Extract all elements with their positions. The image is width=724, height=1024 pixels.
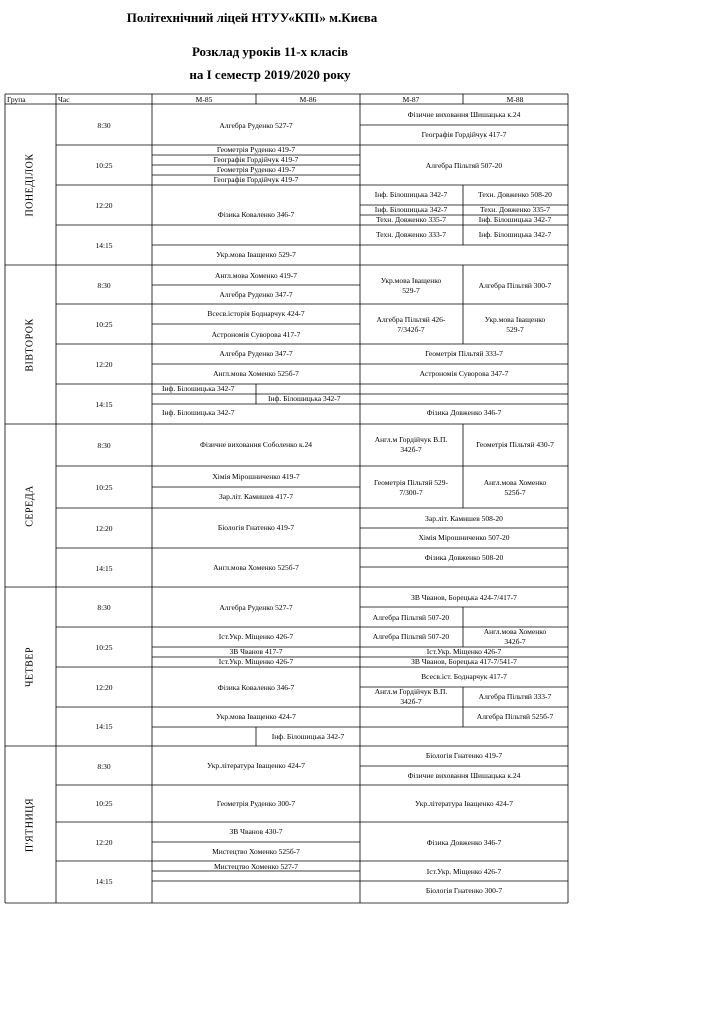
lesson-cell: Англ.м Гордійчук В.П. xyxy=(374,435,448,444)
lesson-cell: ЗВ Чванов 417-7 xyxy=(229,647,283,656)
lesson-cell: Геометрія Руденко 419-7 xyxy=(216,145,296,154)
lesson-cell: Укр.мова Іващенко 529-7 xyxy=(216,250,296,259)
lesson-cell: Алгебра Пільтяй 507-20 xyxy=(372,613,450,622)
lesson-cell: Всесв.іст. Боднарчук 417-7 xyxy=(421,672,507,681)
lesson-cell: Всесв.історія Боднарчук 424-7 xyxy=(207,309,305,318)
time-mon-3: 12:20 xyxy=(95,201,113,210)
lesson-cell: Техн. Довженко 508-20 xyxy=(478,190,552,199)
lesson-cell: Інф. Білошицька 342-7 xyxy=(478,215,552,224)
lesson-cell: Астрономія Суворова 417-7 xyxy=(211,330,301,339)
lesson-cell: Фізичне виховання Шишацька к.24 xyxy=(407,110,521,119)
lesson-cell: Фізика Коваленко 346-7 xyxy=(217,210,295,219)
lesson-cell: Мистецтво Хоменко 527-7 xyxy=(213,862,299,871)
time-mon-4: 14:15 xyxy=(95,241,113,250)
lesson-cell: Біологія Гнатенко 419-7 xyxy=(425,751,503,760)
lesson-cell: Укр.література Іващенко 424-7 xyxy=(207,761,305,770)
lesson-cell: Алгебра Пільтяй 507-20 xyxy=(425,161,503,170)
lesson-cell: Фізика Довженко 346-7 xyxy=(426,838,502,847)
time-wed-1: 8:30 xyxy=(97,441,111,450)
lesson-cell: Інф. Білошицька 342-7 xyxy=(268,394,341,403)
lesson-cell: Алгебра Руденко 527-7 xyxy=(219,603,293,612)
lesson-cell: Алгебра Руденко 347-7 xyxy=(219,349,293,358)
time-thu-3: 12:20 xyxy=(95,683,113,692)
time-thu-4: 14:15 xyxy=(95,722,113,731)
lesson-cell: Укр.мова Іващенко 424-7 xyxy=(216,712,296,721)
header-m87: М-87 xyxy=(402,95,420,104)
lesson-cell: Географія Гордійчук 417-7 xyxy=(421,130,507,139)
time-wed-2: 10:25 xyxy=(95,483,113,492)
lesson-cell: Геометрія Пільтяй 333-7 xyxy=(425,349,503,358)
lesson-cell: Іст.Укр. Міщенко 426-7 xyxy=(426,647,502,656)
lesson-cell: Іст.Укр. Міщенко 426-7 xyxy=(218,632,294,641)
day-tuesday: ВІВТОРОК xyxy=(24,318,36,372)
lesson-cell: Англ.мова Хоменко 419-7 xyxy=(215,271,297,280)
lesson-cell: Англ.м Гордійчук В.П. xyxy=(374,687,448,696)
lesson-cell: Інф. Білошицька 342-7 xyxy=(374,205,448,214)
lesson-cell: Інф. Білошицька 342-7 xyxy=(162,408,235,417)
time-tue-3: 12:20 xyxy=(95,360,113,369)
lesson-cell: Геометрія Руденко 419-7 xyxy=(216,165,296,174)
lesson-cell: Геометрія Пільтяй 529- xyxy=(374,478,448,487)
lesson-cell: Фізика Коваленко 346-7 xyxy=(217,683,295,692)
lesson-cell: Англ.мова Хоменко xyxy=(483,478,547,487)
header-m86: М-86 xyxy=(299,95,317,104)
lesson-cell: Іст.Укр. Міщенко 426-7 xyxy=(426,867,502,876)
lesson-cell: 342б-7 xyxy=(400,445,422,454)
lesson-cell: Біологія Гнатенко 419-7 xyxy=(217,523,295,532)
time-tue-1: 8:30 xyxy=(97,281,111,290)
lesson-cell: Іст.Укр. Міщенко 426-7 xyxy=(218,657,294,666)
lesson-cell: Алгебра Пільтяй 333-7 xyxy=(478,692,552,701)
lesson-cell: Техн. Довженко 335-7 xyxy=(375,215,447,224)
lesson-cell: Англ.мова Хоменко xyxy=(483,627,547,636)
header-m85: М-85 xyxy=(195,95,213,104)
time-thu-2: 10:25 xyxy=(95,643,113,652)
time-mon-2: 10:25 xyxy=(95,161,113,170)
schedule-subtitle: Розклад уроків 11-х класів xyxy=(191,44,349,59)
lesson-cell: Астрономія Суворова 347-7 xyxy=(419,369,509,378)
lesson-cell: ЗВ Чванов, Борецька 417-7/541-7 xyxy=(411,657,517,666)
lesson-cell: Укр.література Іващенко 424-7 xyxy=(415,799,513,808)
school-title: Політехнічний ліцей НТУУ«КПІ» м.Києва xyxy=(126,10,378,25)
time-wed-3: 12:20 xyxy=(95,524,113,533)
time-thu-1: 8:30 xyxy=(97,603,111,612)
lesson-cell: Зар.літ. Камишев 508-20 xyxy=(425,514,503,523)
semester-title: на І семестр 2019/2020 року xyxy=(189,67,351,82)
lesson-cell: Інф. Білошицька 342-7 xyxy=(478,230,552,239)
lesson-cell: Англ.мова Хоменко 525б-7 xyxy=(213,369,299,378)
lesson-cell: Алгебра Пільтяй 507-20 xyxy=(372,632,450,641)
lesson-cell: 342б-7 xyxy=(504,637,526,646)
lesson-cell: Алгебра Руденко 347-7 xyxy=(219,290,293,299)
lesson-cell: Географія Гордійчук 419-7 xyxy=(213,175,299,184)
header-m88: М-88 xyxy=(506,95,524,104)
lesson-cell: Географія Гордійчук 419-7 xyxy=(213,155,299,164)
lesson-cell: Зар.літ. Камишев 417-7 xyxy=(218,492,294,501)
lesson-cell: Хімія Мірошниченко 419-7 xyxy=(212,472,300,481)
time-mon-1: 8:30 xyxy=(97,121,111,130)
lesson-cell: 525б-7 xyxy=(504,488,526,497)
lesson-cell: Геометрія Пільтяй 430-7 xyxy=(476,440,554,449)
lesson-cell: ЗВ Чванов, Борецька 424-7/417-7 xyxy=(411,593,517,602)
time-wed-4: 14:15 xyxy=(95,564,113,573)
lesson-cell: Техн. Довженко 333-7 xyxy=(375,230,447,239)
day-friday: П'ЯТНИЦЯ xyxy=(24,797,36,853)
lesson-cell: Фізика Довженко 346-7 xyxy=(426,408,502,417)
time-tue-4: 14:15 xyxy=(95,400,113,409)
time-fri-1: 8:30 xyxy=(97,762,111,771)
lesson-cell: ЗВ Чванов 430-7 xyxy=(229,827,283,836)
lesson-cell: Мистецтво Хоменко 525б-7 xyxy=(212,847,300,856)
lesson-cell: Алгебра Пільтяй 300-7 xyxy=(478,281,552,290)
time-fri-3: 12:20 xyxy=(95,838,113,847)
lesson-cell: Інф. Білошицька 342-7 xyxy=(271,732,345,741)
lesson-cell: Техн. Довженко 335-7 xyxy=(479,205,551,214)
time-tue-2: 10:25 xyxy=(95,320,113,329)
lesson-cell: Біологія Гнатенко 300-7 xyxy=(425,886,503,895)
day-thursday: ЧЕТВЕР xyxy=(24,646,36,688)
header-group: Група xyxy=(7,95,26,104)
lesson-cell: Алгебра Пільтяй 426- xyxy=(376,315,446,324)
lesson-cell: Фізичне виховання Соболенко к.24 xyxy=(199,440,313,449)
lesson-cell: Інф. Білошицька 342-7 xyxy=(162,384,235,393)
lesson-cell: 342б-7 xyxy=(400,697,422,706)
lesson-cell: 7/300-7 xyxy=(399,488,423,497)
lesson-cell: Англ.мова Хоменко 525б-7 xyxy=(213,563,299,572)
lesson-cell: Фізика Довженко 508-20 xyxy=(424,553,504,562)
day-monday: ПОНЕДІЛОК xyxy=(24,153,36,217)
lesson-cell: Геометрія Руденко 300-7 xyxy=(216,799,296,808)
lesson-cell: Інф. Білошицька 342-7 xyxy=(374,190,448,199)
lesson-cell: 529-7 xyxy=(506,325,524,334)
lesson-cell: Алгебра Пільтяй 525б-7 xyxy=(476,712,554,721)
lesson-cell: Укр.мова Іващенко xyxy=(484,315,546,324)
time-fri-4: 14:15 xyxy=(95,877,113,886)
lesson-cell: Фізичне виховання Шишацька к.24 xyxy=(407,771,521,780)
time-fri-2: 10:25 xyxy=(95,799,113,808)
lesson-cell: 529-7 xyxy=(402,286,420,295)
lesson-cell: Укр.мова Іващенко xyxy=(380,276,442,285)
lesson-cell: Хімія Мірошниченко 507-20 xyxy=(418,533,510,542)
lesson-cell: Алгебра Руденко 527-7 xyxy=(219,121,293,130)
lesson-cell: 7/342б-7 xyxy=(397,325,425,334)
day-wednesday: СЕРЕДА xyxy=(24,485,36,527)
header-time: Час xyxy=(58,95,70,104)
